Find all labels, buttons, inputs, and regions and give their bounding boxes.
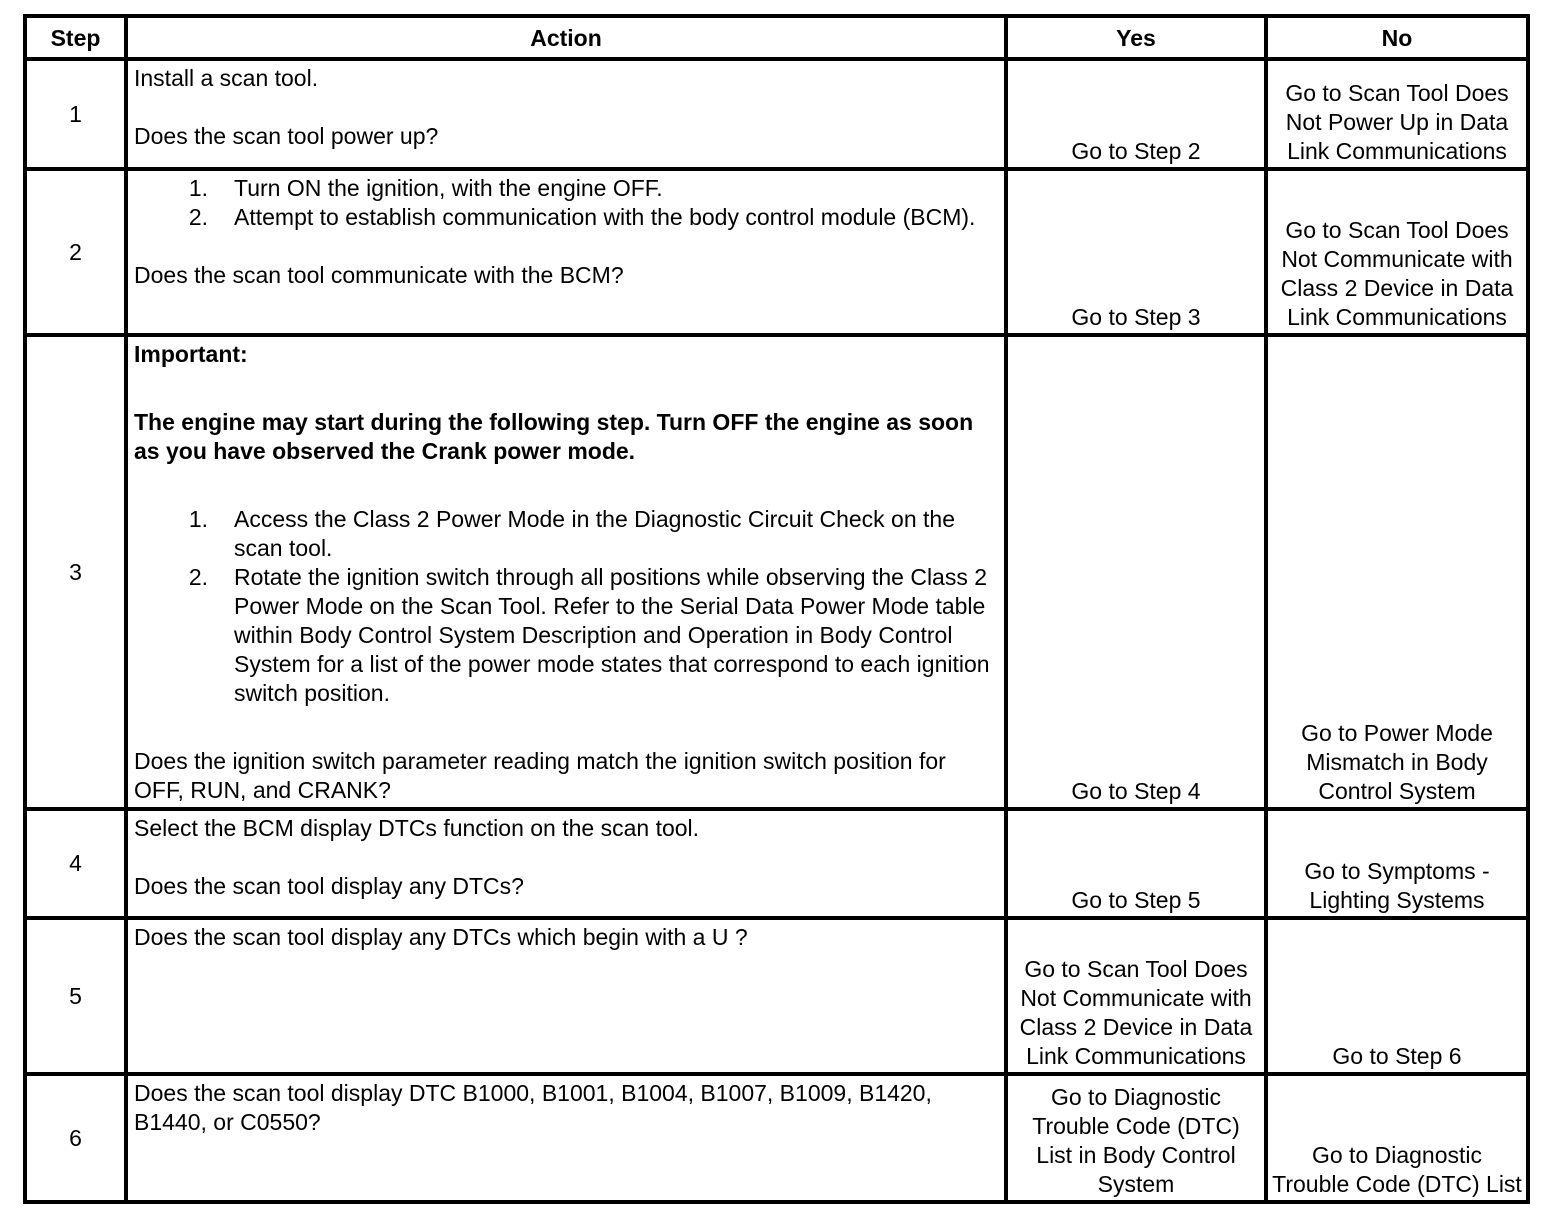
no-cell: Go to Step 6 — [1266, 918, 1528, 1074]
instruction-list — [134, 505, 1000, 708]
no-cell: Go to Scan Tool Does Not Communicate with Class 2 Device in Data Link Communications — [1266, 169, 1528, 335]
question-text: Does the scan tool display any DTCs? — [134, 873, 524, 899]
question-text: Does the scan tool display any DTCs which begin with a U ? — [134, 924, 748, 950]
yes-cell: Go to Step 5 — [1006, 809, 1266, 918]
list-item: 1. Turn ON the ignition, with the engine OFF. — [188, 175, 663, 201]
yes-cell: Go to Step 2 — [1006, 59, 1266, 169]
action-cell — [126, 335, 1006, 809]
table-row — [25, 169, 1528, 335]
step-number: 5 — [25, 918, 126, 1074]
table-row — [25, 809, 1528, 918]
no-cell: Go to Power Mode Mismatch in Body Control System — [1266, 335, 1528, 809]
header-step: Step — [25, 16, 126, 59]
action-text: Install a scan tool. — [134, 65, 319, 91]
no-cell: Go to Diagnostic Trouble Code (DTC) List — [1266, 1074, 1528, 1202]
action-cell — [126, 1074, 1006, 1202]
action-cell — [126, 169, 1006, 335]
important-text: The engine may start during the following step. Turn OFF the engine as soon as you have observed the Crank power mode. — [134, 409, 974, 464]
header-row — [25, 16, 1528, 59]
header-action: Action — [126, 16, 1006, 59]
table-row — [25, 918, 1528, 1074]
table-row — [25, 59, 1528, 169]
no-cell: Go to Scan Tool Does Not Power Up in Data Link Communications — [1266, 59, 1528, 169]
action-cell — [126, 59, 1006, 169]
step-number: 3 — [25, 335, 126, 809]
yes-cell: Go to Scan Tool Does Not Communicate with Class 2 Device in Data Link Communications — [1006, 918, 1266, 1074]
no-cell: Go to Symptoms - Lighting Systems — [1266, 809, 1528, 918]
action-cell — [126, 809, 1006, 918]
list-item: 2. Rotate the ignition switch through all positions while observing the Class 2 Power Mode on the Scan Tool. Refer to the Serial Data Power Mode table within Body Control System Description and Operation in Body Control System for a list of the power mode states that correspond to each ignition switch position. — [188, 564, 990, 706]
action-cell — [126, 918, 1006, 1074]
table-row — [25, 335, 1528, 809]
yes-cell: Go to Step 4 — [1006, 335, 1266, 809]
step-number: 2 — [25, 169, 126, 335]
question-text: Does the scan tool display DTC B1000, B1001, B1004, B1007, B1009, B1420, B1440, or C0550? — [134, 1080, 932, 1135]
table-row — [25, 1074, 1528, 1202]
diagnostic-table — [23, 14, 1530, 1204]
step-number: 1 — [25, 59, 126, 169]
header-no: No — [1266, 16, 1528, 59]
step-number: 4 — [25, 809, 126, 918]
action-text: Select the BCM display DTCs function on the scan tool. — [134, 815, 700, 841]
yes-cell: Go to Diagnostic Trouble Code (DTC) List in Body Control System — [1006, 1074, 1266, 1202]
question-text: Does the scan tool communicate with the BCM? — [134, 262, 624, 288]
question-text: Does the ignition switch parameter reading match the ignition switch position for OFF, RUN, and CRANK? — [134, 748, 946, 803]
question-text: Does the scan tool power up? — [134, 123, 439, 149]
important-label: Important: — [134, 341, 248, 367]
list-item: 2. Attempt to establish communication with the body control module (BCM). — [188, 204, 976, 230]
list-item: 1. Access the Class 2 Power Mode in the Diagnostic Circuit Check on the scan tool. — [188, 506, 955, 561]
instruction-list — [134, 174, 1000, 232]
header-yes: Yes — [1006, 16, 1266, 59]
step-number: 6 — [25, 1074, 126, 1202]
yes-cell: Go to Step 3 — [1006, 169, 1266, 335]
